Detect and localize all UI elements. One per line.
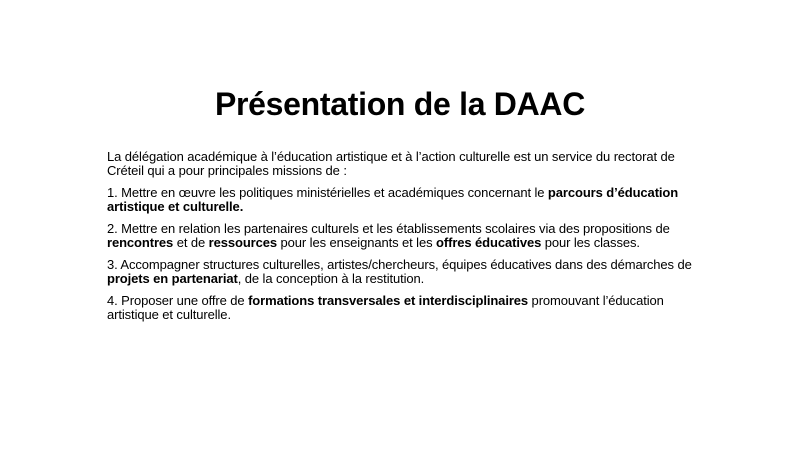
mission-3 bbox=[107, 258, 707, 286]
mission-2-emphasis-ressources: ressources bbox=[208, 235, 278, 250]
mission-2-text-c: pour les enseignants et les bbox=[277, 235, 437, 250]
intro-paragraph: La délégation académique à l’éducation artistique et à l’action culturelle est un service du rectorat de Créteil qui a pour principales missions de : bbox=[107, 149, 675, 178]
mission-1-text: 1. Mettre en œuvre les politiques ministérielles et académiques concernant le bbox=[107, 185, 548, 200]
mission-2-text-d: pour les classes. bbox=[541, 235, 640, 250]
mission-2-emphasis-rencontres: rencontres bbox=[107, 235, 174, 250]
mission-4-emphasis: formations transversales et interdisciplinaires bbox=[248, 293, 529, 308]
mission-4 bbox=[107, 294, 707, 322]
mission-2-text-b: et de bbox=[173, 235, 209, 250]
mission-3-text-a: 3. Accompagner structures culturelles, artistes/chercheurs, équipes éducatives dans des démarches de bbox=[107, 257, 692, 272]
mission-4-text-b: promouvant l’éducation artistique et culturelle. bbox=[107, 293, 664, 322]
mission-3-text-b: , de la conception à la restitution. bbox=[237, 271, 425, 286]
slide-body bbox=[107, 150, 707, 330]
slide-title: Présentation de la DAAC bbox=[214, 86, 586, 122]
mission-2-emphasis-offres: offres éducatives bbox=[436, 235, 542, 250]
mission-4-text-a: 4. Proposer une offre de bbox=[107, 293, 249, 308]
mission-1 bbox=[107, 186, 707, 214]
mission-2 bbox=[107, 222, 707, 250]
mission-1-emphasis: parcours d’éducation artistique et culturelle. bbox=[107, 185, 679, 214]
mission-3-emphasis: projets en partenariat bbox=[107, 271, 238, 286]
mission-2-text-a: 2. Mettre en relation les partenaires culturels et les établissements scolaires via des propositions de bbox=[107, 221, 670, 236]
